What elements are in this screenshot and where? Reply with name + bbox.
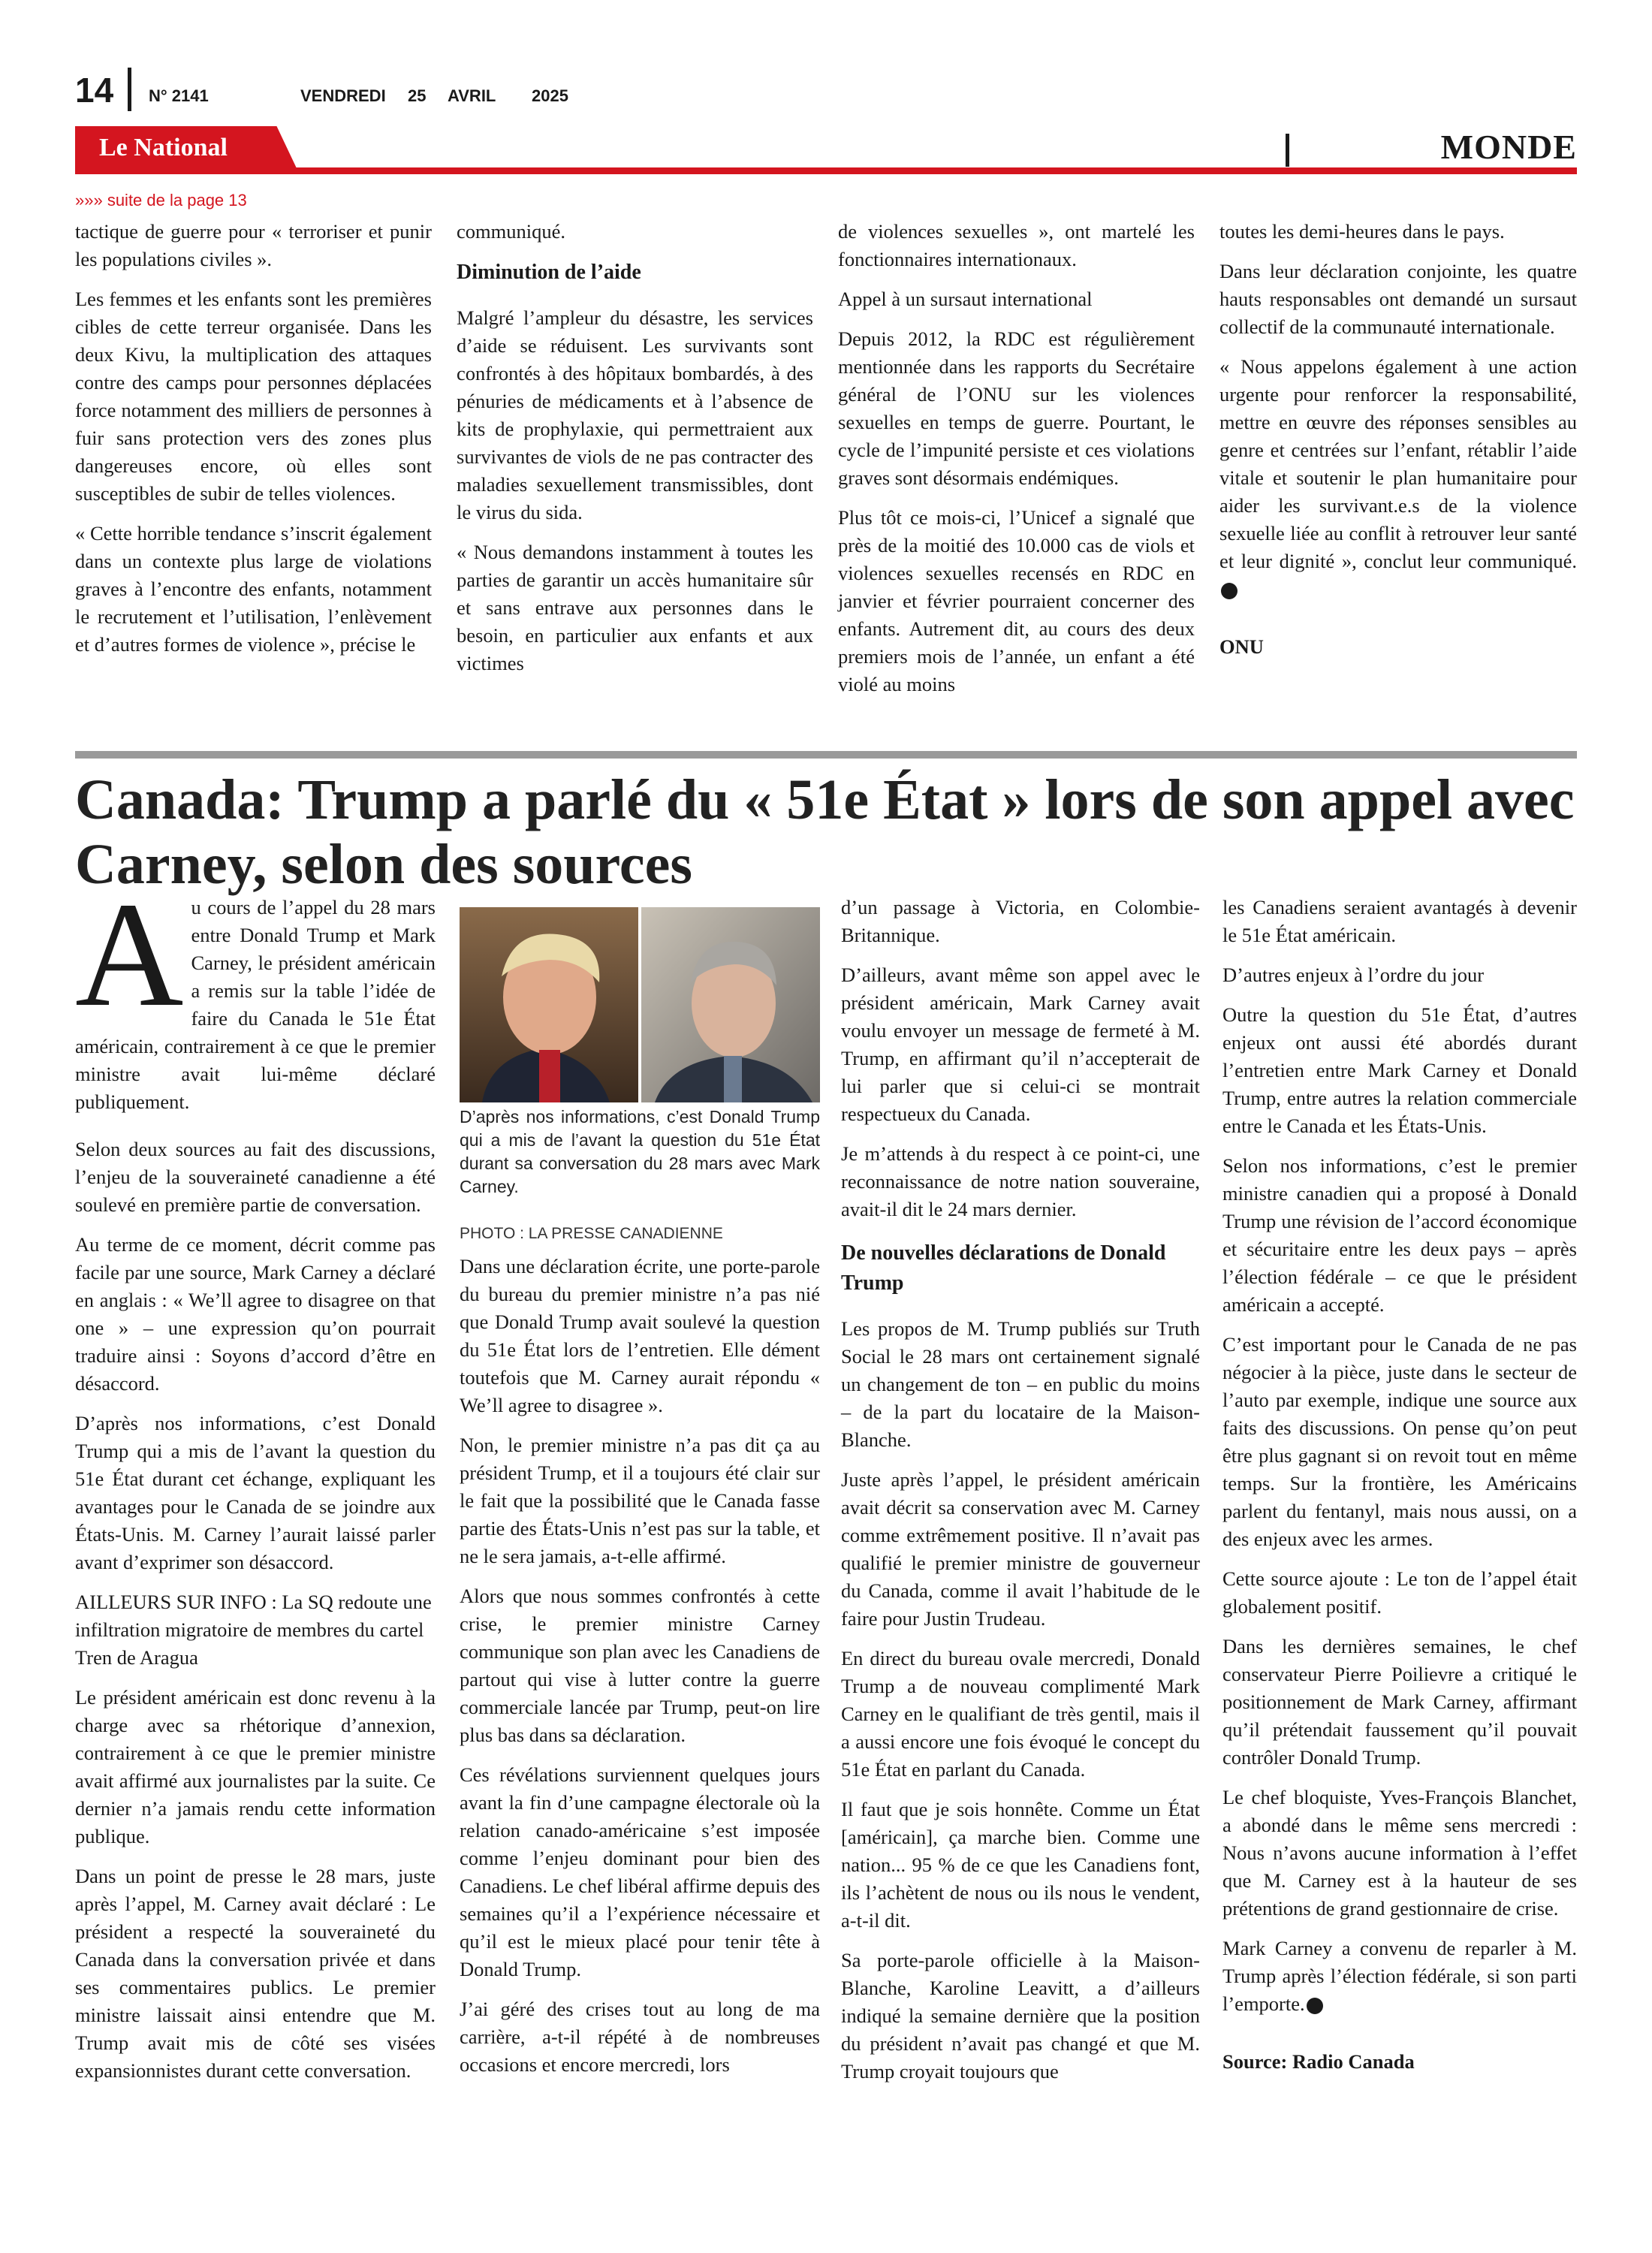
article-column-3 (841, 894, 1200, 2098)
paragraph-text: « Nous appelons également à une action urgente pour renforcer la responsabilité, mettre en œuvre des réponses sensibles au genre et centrées sur l’enfant, rétablir l’aide vitale et soutenir le plan humanitaire pour aider les survivant.e.s de la violence sexuelle liée au conflit à retrouver leur santé et leur dignité », conclut leur communiqué. (1219, 355, 1577, 572)
paragraph: Le président américain est donc revenu à la charge avec sa rhétorique d’annexion, contrairement à ce que le premier ministre avait affirmé aux journalistes par la suite. Ce dernier n’a jamais rendu cette information publique. (75, 1686, 436, 1847)
paragraph: C’est important pour le Canada de ne pas négocier à la pièce, juste dans le secteur de l’auto par exemple, indique une source aux faits des discussions. On pense qu’on peut être plus gagnant si on revoit tout en même temps. Sur la frontière, les Américains parlent du fentanyl, mais nous aussi, on a des enjeux avec les armes. (1222, 1333, 1577, 1550)
paragraph (1219, 353, 1577, 603)
paragraph: Malgré l’ampleur du désastre, les services d’aide se réduisent. Les survivants sont confrontés à des hôpitaux bombardés, à des pénuries de médicaments et à l’absence de kits de prophylaxie, qui permettraient aux survivantes de viols de ne pas contracter des maladies sexuellement transmissibles, dont le virus du sida. (457, 306, 813, 523)
lead-text: u cours de l’appel du 28 mars entre Donald Trump et Mark Carney, le président américain a remis sur la table l’idée de faire du Canada le 51e État américain, contrairement à ce que le premier ministre avait lui-même déclaré publiquement. (75, 896, 436, 1113)
paragraph: Non, le premier ministre n’a pas dit ça au président Trump, et il a toujours été clair sur le fait que la possibilité que le Canada fasse partie des États-Unis n’est pas sur la table, et ne le sera jamais, a-t-elle affirmé. (460, 1434, 820, 1567)
date-day: 25 (408, 86, 427, 105)
subheading: Appel à un sursaut international (838, 288, 1093, 310)
article-column-4 (1222, 894, 1577, 2088)
paragraph: Je m’attends à du respect à ce point-ci, une reconnaissance de notre nation souveraine, avait-il dit le 24 mars dernier. (841, 1142, 1200, 1220)
paragraph: D’ailleurs, avant même son appel avec le président américain, Mark Carney avait voulu envoyer un message de fermeté à M. Trump, en affirmant qu’il n’accepterait de lui parler que si celui-ci se montrait respectueux du Canada. (841, 964, 1200, 1125)
paragraph: Sa porte-parole officielle à la Maison-Blanche, Karoline Leavitt, a d’ailleurs indiqué la semaine dernière que la position du président n’avait pas changé et que M. Trump croyait toujours que (841, 1949, 1200, 2083)
article-photo (460, 907, 820, 1102)
paragraph: « Nous demandons instamment à toutes les parties de garantir un accès humanitaire sûr et sans entrave aux personnes dans le besoin, en particulier aux enfants et aux victimes (457, 541, 813, 674)
brand-logo: Le National (99, 134, 228, 161)
article-source: Source: Radio Canada (1222, 2050, 1415, 2073)
related-link[interactable]: AILLEURS SUR INFO : La SQ redoute une infiltration migratoire de membres du cartel Tren de Aragua (75, 1591, 432, 1669)
article-separator (75, 751, 1577, 759)
paragraph: En direct du bureau ovale mercredi, Donald Trump a de nouveau complimenté Mark Carney en le qualifiant de très gentil, mais il a aussi encore une fois évoqué le concept du 51e État en parlant du Canada. (841, 1647, 1200, 1781)
paragraph: Les propos de M. Trump publiés sur Truth Social le 28 mars ont certainement signalé un changement de ton – en public du moins – de la part du locataire de la Maison-Blanche. (841, 1317, 1200, 1451)
subheading: Diminution de l’aide (457, 261, 641, 284)
paragraph: Dans les dernières semaines, le chef conservateur Pierre Poilievre a critiqué le positionnement de Mark Carney, affirmant qu’il prétendait faussement qu’il pouvait contrôler Donald Trump. (1222, 1635, 1577, 1769)
paragraph: Dans une déclaration écrite, une porte-parole du bureau du premier ministre n’a pas nié que Donald Trump avait soulevé la question du 51e État lors de l’entretien. Elle dément toutefois que M. Carney aurait répondu « We’ll agree to disagree ». (460, 1255, 820, 1416)
paragraph: Outre la question du 51e État, d’autres enjeux ont aussi été abordés durant l’entretien entre Mark Carney et Donald Trump, entre autres la relation commerciale entre le Canada et les États-Unis. (1222, 1003, 1577, 1137)
lead-paragraph (75, 872, 436, 1116)
paragraph: Alors que nous sommes confrontés à cette crise, le premier ministre Carney communique son plan avec les Canadiens de partout qui vise à lutter contre la guerre commerciale lancée par Trump, peut-on lire plus bas dans sa déclaration. (460, 1585, 820, 1746)
paragraph: de violences sexuelles », ont martelé les fonctionnaires internationaux. (838, 220, 1195, 270)
section-title: MONDE (1440, 128, 1577, 166)
paragraph: Au terme de ce moment, décrit comme pas facile par une source, Mark Carney a déclaré en anglais : « We’ll agree to disagree on that one » – une expression qu’on pourrait traduire ainsi : Soyons d’accord d’être en désaccord. (75, 1233, 436, 1395)
paragraph: Ces révélations surviennent quelques jours avant la fin d’une campagne électorale où la relation canado-américaine s’est imposée comme l’enjeu dominant pour bien des Canadiens. Le chef libéral affirme depuis des semaines qu’il a l’expérience nécessaire et qu’il est le mieux placé pour tenir tête à Donald Trump. (460, 1763, 821, 1980)
paragraph: Selon nos informations, c’est le premier ministre canadien qui a proposé à Donald Trump une révision de l’accord économique et sécuritaire entre les deux pays – après l’élection fédérale – ce que le président américain a accepté. (1222, 1154, 1577, 1316)
continued-from-label: »»» suite de la page 13 (75, 191, 247, 210)
continued-column-4 (1219, 218, 1577, 673)
subheading: De nouvelles déclarations de Donald Trump (841, 1241, 1166, 1295)
paragraph: tactique de guerre pour « terroriser et punir les populations civiles ». (75, 220, 432, 270)
paragraph: Il faut que je sois honnête. Comme un État [américain], ça marche bien. Comme une nation... 95 % de ce que les Canadiens font, ils l’achètent de nous ou ils nous le vendent, a-t-il dit. (841, 1798, 1200, 1932)
page-number-divider (128, 68, 131, 111)
paragraph: Plus tôt ce mois-ci, l’Unicef a signalé que près de la moitié des 10.000 cas de viols et violences sexuelles recensés en RDC en janvier et février pourraient concerner des enfants. Autrement dit, au cours des deux premiers mois de l’année, un enfant a été violé au moins (838, 506, 1195, 695)
subheading: D’autres enjeux à l’ordre du jour (1222, 964, 1485, 986)
issue-number: N° 2141 (149, 86, 209, 105)
section-divider (1286, 134, 1289, 167)
header-rule (75, 167, 1577, 174)
paragraph: toutes les demi-heures dans le pays. (1219, 220, 1505, 243)
paragraph: « Cette horrible tendance s’inscrit également dans un contexte plus large de violations graves à l’encontre des enfants, notamment le recrutement et l’utilisation, l’enlèvement et d’autres formes de violence », précise le (75, 522, 432, 656)
article-headline: Canada: Trump a parlé du « 51e État » lors de son appel avec Carney, selon des sources (75, 768, 1575, 896)
date-year: 2025 (532, 86, 568, 105)
paragraph: Les femmes et les enfants sont les premières cibles de cette terreur organisée. Dans les deux Kivu, la multiplication des attaques contre des camps pour personnes déplacées force notamment des milliers de personnes à fuir sans protection vers des zones plus dangereuses encore, où elles sont susceptibles de subir de telles violences. (75, 288, 432, 505)
article-column-1 (75, 872, 436, 2097)
paragraph: Cette source ajoute : Le ton de l’appel était globalement positif. (1222, 1567, 1577, 1618)
paragraph: d’un passage à Victoria, en Colombie-Britannique. (841, 896, 1200, 946)
paragraph: Selon deux sources au fait des discussions, l’enjeu de la souveraineté canadienne a été soulevé en première partie de conversation. (75, 1138, 436, 1216)
date-weekday: VENDREDI (300, 86, 386, 105)
paragraph: J’ai géré des crises tout au long de ma carrière, a-t-il répété à de nombreuses occasions et encore mercredi, lors (460, 1998, 820, 2076)
paragraph: Dans un point de presse le 28 mars, juste après l’appel, M. Carney avait déclaré : Le président a respecté la souveraineté du Canada dans la conversation privée et dans ses commentaires publics. Le premier ministre laissait ainsi entendre que M. Trump avait mis de côté ses visées expansionnistes durant cette conversation. (75, 1865, 436, 2082)
paragraph: D’après nos informations, c’est Donald Trump qui a mis de l’avant la question du 51e État durant cet échange, expliquant les avantages pour le Canada de se joindre aux États-Unis. M. Carney l’aurait laissé parler avant d’exprimer son désaccord. (75, 1412, 436, 1573)
end-mark-icon (1307, 1998, 1323, 2014)
photo-credit: PHOTO : LA PRESSE CANADIENNE (460, 1225, 723, 1242)
end-mark-icon (1221, 583, 1237, 599)
continued-column-3 (838, 218, 1195, 710)
paragraph: les Canadiens seraient avantagés à devenir le 51e État américain. (1222, 896, 1577, 946)
paragraph: Depuis 2012, la RDC est régulièrement mentionnée dans les rapports du Secrétaire général de l’ONU sur les violences sexuelles en temps de guerre. Pourtant, le cycle de l’impunité persiste et ces violations graves sont désormais endémiques. (838, 327, 1195, 489)
article-signature: ONU (1219, 635, 1264, 658)
paragraph: Juste après l’appel, le président américain avait décrit sa conservation avec M. Carney comme extrêmement positive. Il n’avait pas qualifié le premier ministre de gouverneur du Canada, comme il avait l’habitude de le faire pour Justin Trudeau. (841, 1468, 1200, 1630)
article-column-2 (460, 1253, 820, 2091)
photo-caption: D’après nos informations, c’est Donald Trump qui a mis de l’avant la question du 51e État durant sa conversation du 28 mars avec Mark Carney. (460, 1107, 820, 1196)
paragraph-text: Mark Carney a convenu de reparler à M. Trump après l’élection fédérale, si son parti l’emporte. (1222, 1937, 1577, 2015)
continued-column-2 (457, 218, 813, 689)
paragraph: Le chef bloquiste, Yves-François Blanchet, a abondé dans le même sens mercredi : Nous n’avons aucune information à l’effet que M. Carney est à la hauteur de ses prétentions de grand gestionnaire de crise. (1222, 1786, 1577, 1920)
photo-illustration (460, 907, 820, 1102)
drop-cap: A (75, 872, 184, 1038)
paragraph: communiqué. (457, 220, 565, 243)
paragraph (1222, 1935, 1577, 2018)
continued-column-1 (75, 218, 432, 671)
paragraph: Dans leur déclaration conjointe, les quatre hauts responsables ont demandé un sursaut collectif de la communauté internationale. (1219, 260, 1577, 338)
date-month: AVRIL (448, 86, 496, 105)
page-number: 14 (75, 71, 114, 110)
